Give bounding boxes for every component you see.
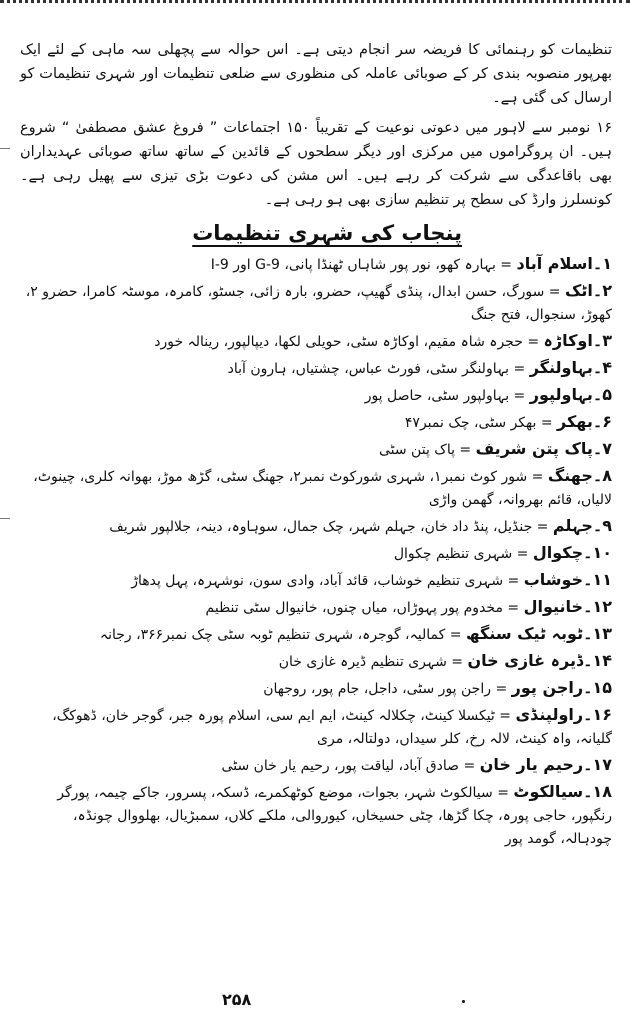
separator: = (522, 334, 544, 350)
entry-number: ۲۔ (592, 281, 612, 300)
separator: = (495, 257, 517, 273)
district-entry (20, 703, 612, 751)
district-name: ڈیرہ غازی خان (467, 651, 584, 670)
entry-number: ۶۔ (592, 412, 612, 431)
city-list: بہاولپور سٹی، حاصل پور (364, 388, 510, 404)
district-name: بھکر (557, 412, 593, 431)
top-dotted-border (0, 0, 630, 6)
entry-number: ۳۔ (592, 331, 612, 350)
city-list: صادق آباد، لیاقت پور، رحیم یار خان سٹی (221, 758, 460, 774)
district-entry (20, 514, 612, 539)
city-list: شور کوٹ نمبر۱، شہری شورکوٹ نمبر۲، جھنگ سٹی، گڑھ موڑ، بھوانہ کلری، چینوٹ، لالیاں، قائم بھروانہ، گھمن واڑی (33, 469, 612, 508)
separator: = (502, 600, 524, 616)
district-name: رحیم یار خان (479, 755, 584, 774)
district-list (20, 252, 612, 851)
city-list: شہری تنظیم خوشاب، قائد آباد، وادی سون، نوشہرہ، پہل پدھاڑ (131, 573, 504, 589)
intro-paragraph: تنظیمات کو رہنمائی کا فریضہ سر انجام دیتی ہے۔ اس حوالہ سے پچھلی سہ ماہی کے لئے ایک بھرپور منصوبہ بندی کر کے صوبائی عاملہ کی منظوری سے ضلعی تنظیمات اور شہری تنظیمات کو ارسال کی گئی ہے۔ (20, 42, 612, 106)
separator: = (503, 573, 524, 589)
city-list: جنڈیل، پنڈ داد خان، جہلم شہر، چک جمال، سوہاوہ، دینہ، جلالپور شریف (109, 519, 533, 535)
district-name: اسلام آباد (516, 254, 593, 273)
separator: = (491, 681, 512, 697)
separator: = (527, 469, 548, 485)
district-name: اٹک (564, 281, 593, 300)
city-list: بھکر سٹی، چک نمبر۴۷ (404, 415, 537, 431)
separator: = (509, 361, 530, 377)
city-list: پاک پتن سٹی (378, 442, 455, 458)
district-entry (20, 595, 612, 620)
separator: = (544, 284, 565, 300)
separator: = (492, 785, 514, 801)
section-heading: پنجاب کی شہری تنظیمات (192, 221, 462, 245)
entry-number: ۹۔ (592, 516, 612, 535)
entry-number: ۴۔ (592, 358, 612, 377)
district-entry (20, 568, 612, 593)
city-list: بہاولنگر سٹی، فورٹ عباس، چشتیاں، ہارون آباد (227, 361, 510, 377)
district-name: خانیوال (523, 597, 584, 616)
separator: = (454, 442, 476, 458)
campaign-paragraph: ۱۶ نومبر سے لاہور میں دعوتی نوعیت کے تقریباً ۱۵۰ اجتماعات ” فروغ عشق مصطفیٰ “ شروع ہیں۔ ان پروگراموں میں مرکزی اور دیگر سطحوں کے قائدین کے ساتھ ساتھ صوبائی عہدیداران بھی باقاعدگی سے شرکت کر رہے ہیں۔ اس مشن کی دعوت بڑی تیزی سے پھیل رہی ہے۔ کونسلرز وارڈ کی سطح پر تنظیم سازی بھی ہو رہی ہے۔ (20, 120, 612, 208)
district-name: جھنگ (547, 466, 593, 485)
district-entry (20, 279, 612, 327)
entry-number: ۱۶۔ (583, 705, 612, 724)
district-entry (20, 780, 612, 851)
district-entry (20, 622, 612, 647)
district-entry (20, 437, 612, 462)
city-list: شہری تنظیم چکوال (393, 546, 513, 562)
city-list: شہری تنظیم ڈیرہ غازی خان (278, 654, 447, 670)
separator: = (459, 758, 480, 774)
margin-mark (0, 518, 10, 519)
entry-number: ۸۔ (592, 466, 612, 485)
entry-number: ۱۷۔ (583, 755, 612, 774)
district-name: راولپنڈی (515, 705, 584, 724)
entry-number: ۱۰۔ (583, 543, 612, 562)
entry-number: ۱۸۔ (583, 782, 612, 801)
district-entry (20, 464, 612, 512)
district-name: سیالکوٹ (513, 782, 584, 801)
separator: = (494, 708, 516, 724)
district-entry (20, 649, 612, 674)
page-number: ۲۵۸ (222, 990, 252, 1009)
entry-number: ۱۲۔ (583, 597, 612, 616)
entry-number: ۱۵۔ (583, 678, 612, 697)
district-entry (20, 329, 612, 354)
district-entry (20, 410, 612, 435)
separator: = (512, 546, 533, 562)
separator: = (536, 415, 558, 431)
district-name: بہاولپور (529, 385, 593, 404)
district-entry (20, 676, 612, 701)
margin-mark (0, 148, 10, 149)
district-entry (20, 753, 612, 778)
city-list: حجرہ شاہ مقیم، اوکاڑہ سٹی، حویلی لکھا، دیپالپور، رینالہ خورد (154, 334, 523, 350)
city-list: کمالیہ، گوجرہ، شہری تنظیم ٹوبہ سٹی چک نمبر۳۶۶، رجانہ (99, 627, 446, 643)
city-list: سیالکوٹ شہر، بجوات، موضع کوٹھکمرے، ڈسکہ، پسرور، جاکے چیمہ، پورگر رنگپور، حاجی پورہ، چکا گڑھا، چٹی حسیخاں، کیوروالی، ملکے کلاں، سمبڑیال، بھلووال چونڈہ، چودہالہ، گومد پور (57, 785, 612, 847)
district-entry (20, 252, 612, 277)
district-name: پاک پتن شریف (475, 439, 593, 458)
entry-number: ۵۔ (592, 385, 612, 404)
separator: = (532, 519, 553, 535)
district-name: جہلم (552, 516, 593, 535)
entry-number: ۱۴۔ (583, 651, 612, 670)
district-entry (20, 356, 612, 381)
district-name: خوشاب (523, 570, 584, 589)
entry-number: ۷۔ (592, 439, 612, 458)
city-list: سورگ، حسن ابدال، پنڈی گھیپ، حضرو، بارہ زائی، جسٹو، کامرہ، موسٹہ کامرا، حضرو ۲، کھوڑ، سنجوال، فتح جنگ (25, 284, 612, 323)
city-list: راجن پور سٹی، داجل، جام پور، روجھان (263, 681, 491, 697)
district-name: بہاولنگر (529, 358, 593, 377)
district-name: راجن پور (511, 678, 584, 697)
district-entry (20, 541, 612, 566)
city-list: ٹیکسلا کینٹ، چکلالہ کینٹ، ایم ایم سی، اسلام پورہ جبر، گوجر خان، ڈھوکگ، گلیانہ، واہ کینٹ، لالہ رخ، کلر سیداں، دولتالہ، مری (52, 708, 612, 747)
entry-number: ۱۳۔ (583, 624, 612, 643)
entry-number: ۱۔ (592, 254, 612, 273)
document-page (20, 38, 612, 853)
separator: = (445, 627, 466, 643)
district-name: اوکاڑہ (543, 331, 593, 350)
separator: = (509, 388, 530, 404)
district-name: چکوال (532, 543, 584, 562)
district-name: ٹوبہ ٹیک سنگھ (465, 624, 584, 643)
entry-number: ۱۱۔ (583, 570, 612, 589)
decorative-dot (462, 1000, 465, 1003)
city-list: مخدوم پور پہوڑاں، میاں چنوں، خانیوال سٹی تنظیم (205, 600, 503, 616)
district-entry (20, 383, 612, 408)
city-list: بہارہ کھو، نور پور شاہاں ٹھنڈا پانی، G-9 اور I-9 (210, 257, 496, 273)
separator: = (446, 654, 468, 670)
